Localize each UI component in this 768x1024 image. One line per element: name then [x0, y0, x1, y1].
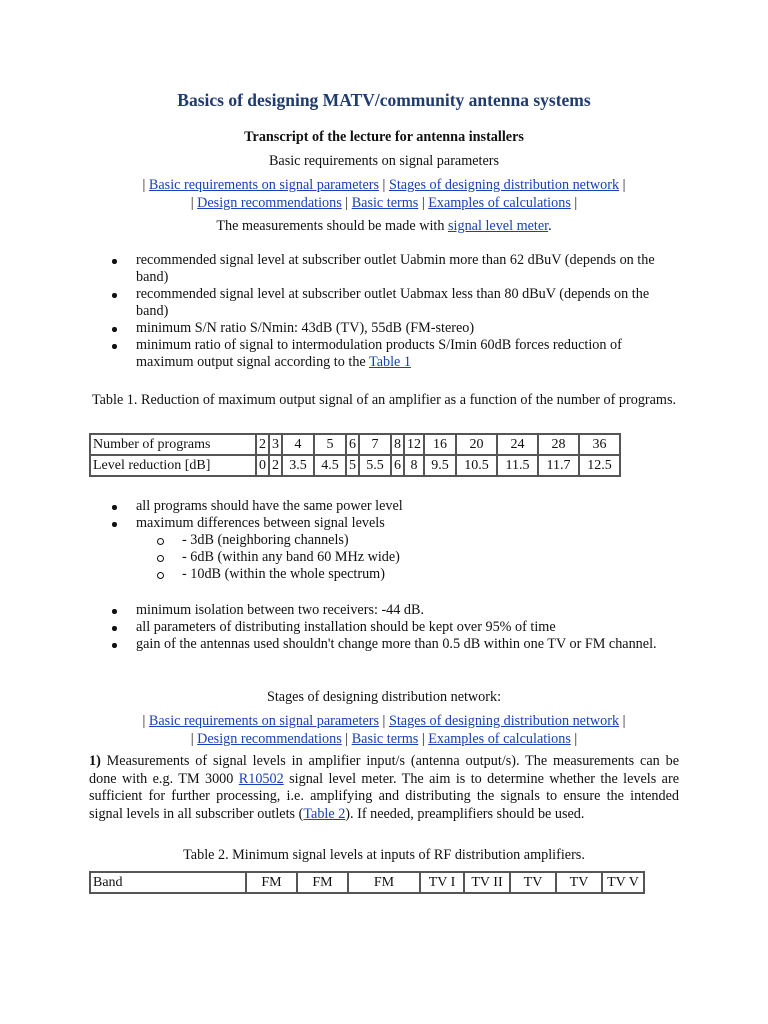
- nav-link-design-recommendations[interactable]: Design recommendations: [197, 195, 342, 211]
- nav-link-design-recommendations[interactable]: Design recommendations: [197, 731, 342, 747]
- table-cell: 36: [579, 434, 620, 455]
- table-cell: 5: [314, 434, 346, 455]
- table-header-cell: TV: [510, 872, 556, 893]
- table-cell: 16: [424, 434, 456, 455]
- table-1: [89, 433, 621, 477]
- table-row-header: Number of programs: [90, 434, 256, 455]
- table-1-caption: Table 1. Reduction of maximum output signal of an amplifier as a function of the number of programs.: [91, 392, 677, 408]
- isolation-list: [89, 602, 679, 653]
- table-cell: 7: [359, 434, 391, 455]
- table-cell: 6: [391, 455, 404, 476]
- table-cell: 3.5: [282, 455, 314, 476]
- section-heading-stages: Stages of designing distribution network:: [266, 689, 502, 705]
- list-item: gain of the antennas used shouldn't change more than 0.5 dB within one TV or FM channel.: [89, 636, 679, 653]
- nav-link-stages[interactable]: Stages of designing distribution network: [388, 713, 620, 729]
- step-number: 1): [89, 753, 101, 769]
- paragraph-text: Measurements of signal levels in amplifier input/s (antenna output/s). The measurements can be done with e.g. TM 3000: [89, 753, 679, 787]
- table-cell: 6: [346, 434, 359, 455]
- table-cell: 12: [404, 434, 424, 455]
- table-header-cell: FM: [348, 872, 420, 893]
- nav-links-top-2: | Design recommendations | Basic terms | Examples of calculations |: [190, 195, 578, 211]
- list-item: all parameters of distributing installation should be kept over 95% of time: [89, 619, 679, 636]
- table-header-cell: FM: [297, 872, 348, 893]
- measurement-note-text: The measurements should be made with: [216, 218, 449, 234]
- table-1-link[interactable]: Table 1: [369, 354, 411, 370]
- nav-link-examples[interactable]: Examples of calculations: [428, 731, 571, 747]
- nav-link-stages[interactable]: Stages of designing distribution network: [388, 177, 620, 193]
- table-cell: 4.5: [314, 455, 346, 476]
- table-header-cell: TV V: [602, 872, 644, 893]
- subtitle: Transcript of the lecture for antenna installers: [244, 129, 524, 145]
- table-cell: 3: [269, 434, 282, 455]
- list-item: recommended signal level at subscriber outlet Uabmax less than 80 dBuV (depends on the band): [89, 286, 679, 320]
- table-cell: 8: [404, 455, 424, 476]
- table-header-cell: TV I: [420, 872, 464, 893]
- table-cell: 5.5: [359, 455, 391, 476]
- list-item: recommended signal level at subscriber outlet Uabmin more than 62 dBuV (depends on the band): [89, 252, 679, 286]
- table-cell: 11.7: [538, 455, 579, 476]
- table-cell: 2: [256, 434, 269, 455]
- list-item-text: maximum differences between signal levels: [136, 515, 385, 531]
- sub-list: [89, 532, 679, 583]
- paragraph-text: ). If needed, preamplifiers should be used.: [345, 805, 585, 822]
- signal-level-meter-link[interactable]: signal level meter: [448, 218, 549, 234]
- table-cell: 9.5: [424, 455, 456, 476]
- list-item: [89, 337, 679, 371]
- nav-links-bottom-1: | Basic requirements on signal parameters | Stages of designing distribution network |: [142, 713, 626, 729]
- table-2-link[interactable]: Table 2: [303, 805, 346, 822]
- table-cell: 24: [497, 434, 538, 455]
- table-header-cell: TV: [556, 872, 602, 893]
- table-cell: 20: [456, 434, 497, 455]
- table-header-cell: TV II: [464, 872, 510, 893]
- list-item: minimum isolation between two receivers: -44 dB.: [89, 602, 679, 619]
- nav-links-bottom-2: | Design recommendations | Basic terms | Examples of calculations |: [190, 731, 578, 747]
- table-cell: 4: [282, 434, 314, 455]
- table-cell: 11.5: [497, 455, 538, 476]
- table-2-caption: Table 2. Minimum signal levels at inputs of RF distribution amplifiers.: [183, 847, 585, 863]
- table-header-cell: FM: [246, 872, 297, 893]
- power-level-list: [89, 498, 679, 583]
- nav-link-basic-requirements[interactable]: Basic requirements on signal parameters: [148, 177, 379, 193]
- table-row: [90, 455, 620, 476]
- stage-1-paragraph: [89, 753, 679, 823]
- section-heading-requirements: Basic requirements on signal parameters: [268, 153, 500, 169]
- table-row: [90, 434, 620, 455]
- table-cell: 0: [256, 455, 269, 476]
- table-cell: 28: [538, 434, 579, 455]
- table-2: [89, 871, 645, 894]
- measurement-note: [89, 218, 679, 235]
- nav-link-examples[interactable]: Examples of calculations: [428, 195, 571, 211]
- nav-link-basic-requirements[interactable]: Basic requirements on signal parameters: [148, 713, 379, 729]
- table-row: [90, 872, 644, 893]
- sub-list-item: - 3dB (neighboring channels): [89, 532, 679, 549]
- requirements-list: [89, 252, 679, 371]
- table-cell: 12.5: [579, 455, 620, 476]
- nav-link-basic-terms[interactable]: Basic terms: [351, 731, 419, 747]
- table-header-cell: Band: [90, 872, 246, 893]
- measurement-note-end: .: [548, 218, 552, 234]
- paragraph-text: signal level meter. The aim is to determine whether the levels are sufficient for further processing, i.e. amplifying and distributing the signals to ensure the intended signal levels in all subscriber outlets (: [89, 770, 679, 822]
- table-cell: 8: [391, 434, 404, 455]
- table-cell: 2: [269, 455, 282, 476]
- list-item: all programs should have the same power level: [89, 498, 679, 515]
- list-item: minimum S/N ratio S/Nmin: 43dB (TV), 55dB (FM-stereo): [89, 320, 679, 337]
- nav-links-top-1: | Basic requirements on signal parameters | Stages of designing distribution network |: [142, 177, 626, 193]
- table-cell: 5: [346, 455, 359, 476]
- r10502-link[interactable]: R10502: [238, 770, 284, 787]
- sub-list-item: - 6dB (within any band 60 MHz wide): [89, 549, 679, 566]
- page-title: Basics of designing MATV/community antenna systems: [177, 90, 591, 110]
- table-row-header: Level reduction [dB]: [90, 455, 256, 476]
- table-cell: 10.5: [456, 455, 497, 476]
- nav-link-basic-terms[interactable]: Basic terms: [351, 195, 419, 211]
- list-item: [89, 515, 679, 583]
- list-item-text: minimum ratio of signal to intermodulation products S/Imin 60dB forces reduction of maximum output signal according to the: [136, 337, 622, 370]
- sub-list-item: - 10dB (within the whole spectrum): [89, 566, 679, 583]
